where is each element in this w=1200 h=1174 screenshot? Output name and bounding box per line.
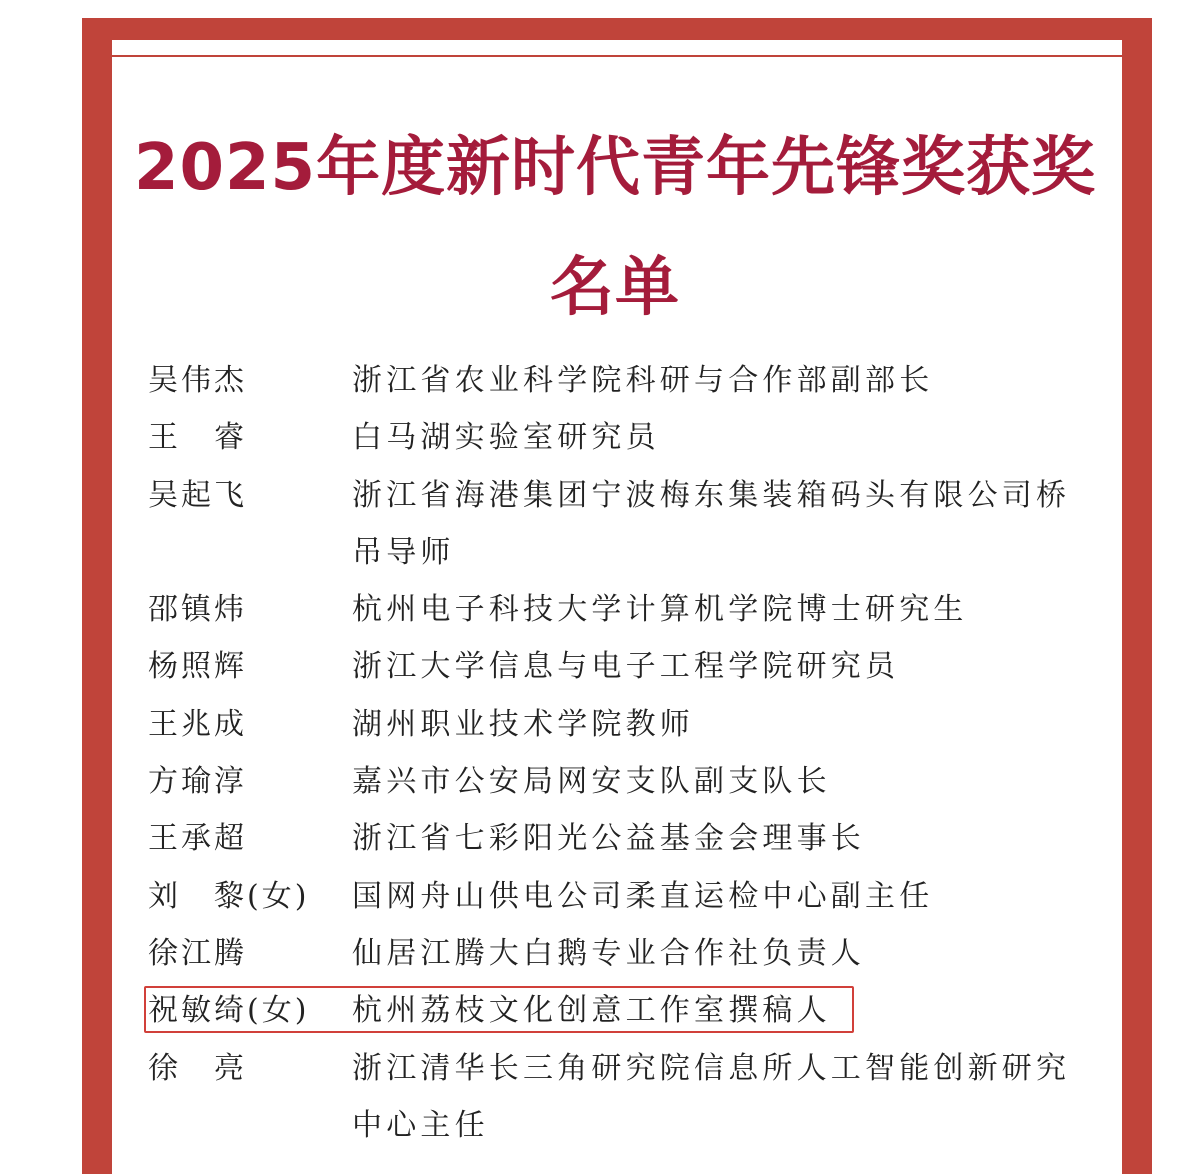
awardee-name: 祝敏绮(女)	[148, 993, 310, 1029]
list-item	[148, 753, 1078, 810]
awardee-position: 杭州荔枝文化创意工作室撰稿人	[352, 993, 831, 1029]
awardee-position: 浙江省海港集团宁波梅东集装箱码头有限公司桥吊导师	[352, 477, 1071, 570]
list-item	[148, 925, 1078, 982]
awardee-name: 王承超	[148, 821, 247, 857]
list-item	[148, 581, 1078, 638]
awardee-name: 王 睿	[148, 420, 247, 456]
list-item	[148, 638, 1078, 695]
awardee-position: 嘉兴市公安局网安支队副支队长	[352, 764, 831, 800]
awardee-name: 徐 亮	[148, 1050, 247, 1086]
awardee-name: 杨照辉	[148, 649, 247, 685]
awardee-position: 杭州电子科技大学计算机学院博士研究生	[352, 592, 968, 628]
list-item-highlighted	[148, 982, 1078, 1039]
awardee-position: 浙江省七彩阳光公益基金会理事长	[352, 821, 865, 857]
list-item	[148, 1040, 1078, 1155]
awardee-name: 吴起飞	[148, 477, 247, 513]
awardee-name: 徐江腾	[148, 935, 247, 971]
awardee-name: 刘 黎(女)	[148, 878, 310, 914]
awardee-position: 仙居江腾大白鹅专业合作社负责人	[352, 935, 865, 971]
awardee-name: 邵镇炜	[148, 592, 247, 628]
awardee-name: 方瑜淳	[148, 764, 247, 800]
awardee-name: 吴伟杰	[148, 363, 247, 398]
awardee-position: 湖州职业技术学院教师	[352, 706, 694, 742]
awardee-name: 王兆成	[148, 706, 247, 742]
list-item	[148, 868, 1078, 925]
list-item	[148, 810, 1078, 867]
awardee-position: 浙江清华长三角研究院信息所人工智能创新研究中心主任	[352, 1050, 1071, 1143]
awardee-position: 白马湖实验室研究员	[352, 420, 660, 456]
awardee-position: 浙江大学信息与电子工程学院研究员	[352, 649, 900, 685]
awardee-list	[148, 352, 1078, 1154]
list-item	[148, 409, 1078, 466]
list-item	[148, 352, 1078, 409]
awardee-position: 浙江省农业科学院科研与合作部副部长	[352, 363, 934, 398]
list-item	[148, 696, 1078, 753]
awardee-position: 国网舟山供电公司柔直运检中心副主任	[352, 878, 934, 914]
list-item	[148, 467, 1078, 582]
document-title: 2025年度新时代青年先锋奖获奖名单	[133, 131, 1097, 325]
